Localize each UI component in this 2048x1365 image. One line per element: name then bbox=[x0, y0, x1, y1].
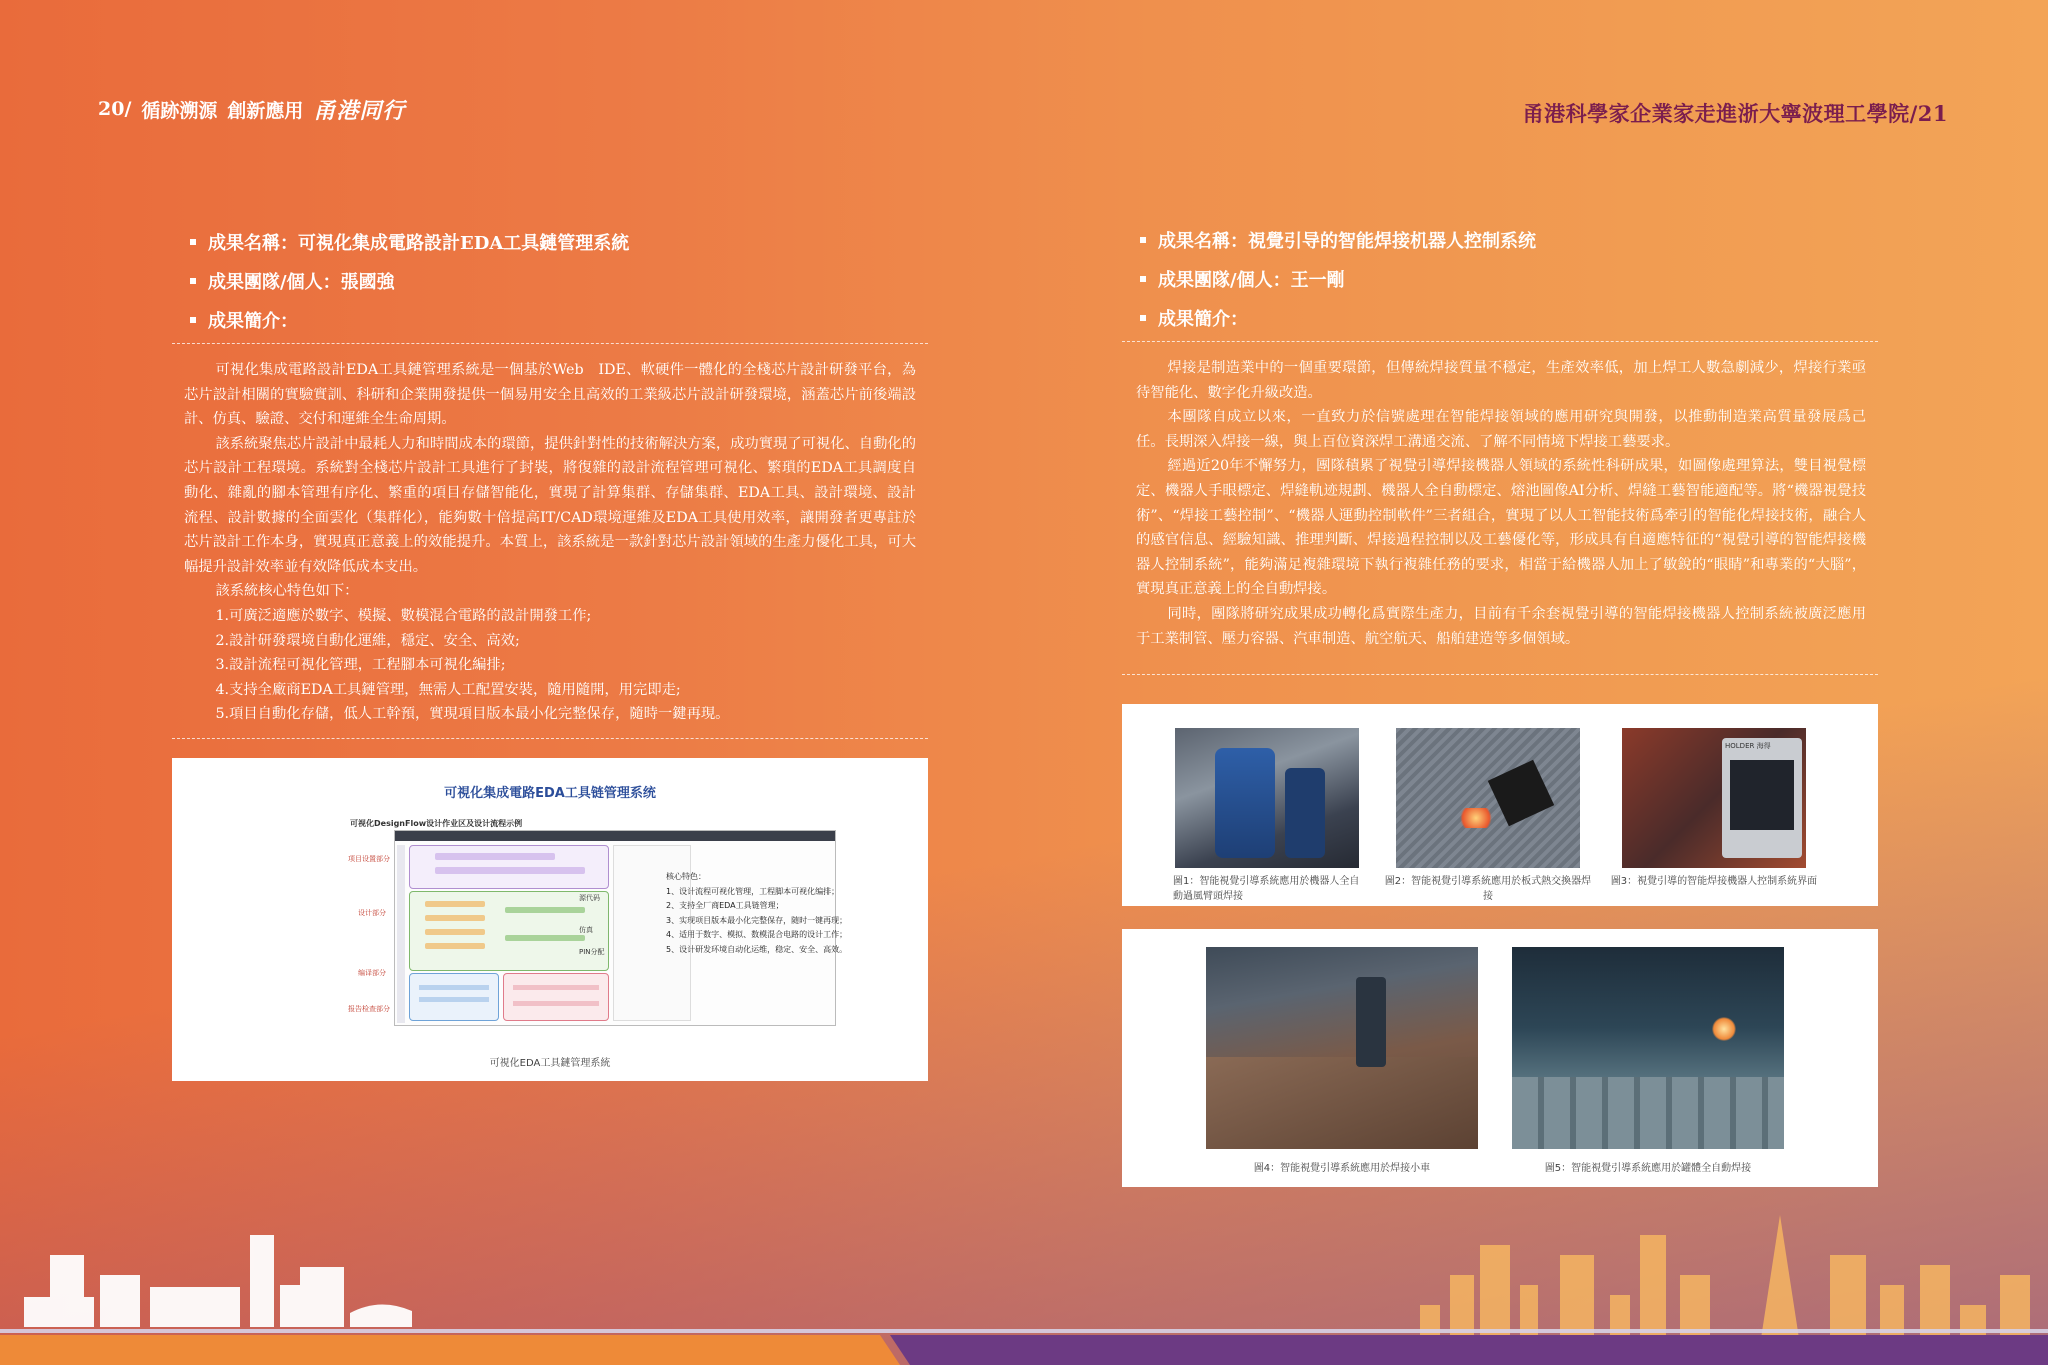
robot-arm-shape bbox=[1215, 748, 1275, 858]
feature-item: 4.支持全廠商EDA工具鏈管理，無需人工配置安裝，隨用隨開，用完即走; bbox=[215, 681, 681, 698]
meta-row bbox=[190, 261, 930, 300]
meta-label: 成果名稱： bbox=[1158, 230, 1248, 252]
paragraph: 焊接是制造業中的一個重要環節，但傳統焊接質量不穩定，生產效率低，加上焊工人數急劇減少，焊接行業亟待智能化、數字化升級改造。 bbox=[1136, 360, 1866, 401]
meta-row bbox=[1140, 298, 1880, 337]
decorative-skyline bbox=[0, 1215, 2048, 1365]
photo-caption: 圖5：智能視覺引導系統應用於罐體全自動焊接 bbox=[1544, 1163, 1752, 1174]
bullet-square bbox=[190, 317, 196, 323]
photo-caption: 圖4：智能視覺引導系統應用於焊接小車 bbox=[1253, 1163, 1431, 1174]
brand-logo-text: 甬港同行 bbox=[313, 97, 406, 124]
flow-node bbox=[425, 915, 485, 921]
side-tag: 设计部分 bbox=[358, 909, 386, 917]
meta-row bbox=[1140, 220, 1880, 259]
flow-node bbox=[505, 907, 585, 913]
meta-label: 成果團隊/個人： bbox=[208, 271, 341, 293]
carriage-shape bbox=[1356, 977, 1386, 1067]
photo-tank-welding bbox=[1512, 947, 1784, 1149]
feature-line: 1、设计流程可视化管理，工程脚本可视化编排； bbox=[666, 886, 840, 896]
region-report bbox=[503, 973, 609, 1021]
flow-node bbox=[505, 935, 585, 941]
meta-value: 視覺引导的智能焊接机器人控制系统 bbox=[1248, 230, 1536, 252]
features-title: 核心特色： bbox=[666, 872, 706, 881]
divider bbox=[172, 343, 928, 344]
meta-label: 成果簡介： bbox=[1158, 308, 1248, 330]
feature-line: 3、实现项目版本最小化完整保存，随时一键再现； bbox=[666, 915, 848, 925]
left-skyline-icon bbox=[24, 1235, 412, 1327]
control-panel-shape bbox=[1722, 738, 1802, 858]
sensor-head-shape bbox=[1488, 760, 1554, 826]
meta-row bbox=[1140, 259, 1880, 298]
photo-box-bottom bbox=[1122, 929, 1878, 1187]
paragraph: 該系統聚焦芯片設計中最耗人力和時間成本的環節，提供針對性的技術解決方案，成功實現了可視化、自動化的芯片設計工程環境。系統對全棧芯片設計工具進行了封裝，將復雜的設計流程管理可視化、繁瑣的EDA工具調度自動化、雜亂的腳本管理有序化、繁重的項目存儲智能化，實現了計算集群、存儲集群、EDA工具、設計環境、設計流程、設計數據的全面雲化（集群化），能夠數十倍提高IT/CAD環境運維及EDA工具使用效率，讓開發者更專註於芯片設計工作本身，實現真正意義上的效能提升。本質上，該系統是一款針對芯片設計領域的生產力優化工具，可大幅提升設計效率並有效降低成本支出。 bbox=[184, 435, 916, 575]
photo-robot-welding bbox=[1175, 728, 1359, 868]
figure-caption: 可視化EDA工具鏈管理系統 bbox=[489, 1058, 611, 1069]
inner-tag: 仿真 bbox=[579, 926, 593, 934]
feature-item: 5.項目自動化存儲，低人工幹預，實現項目版本最小化完整保存，隨時一鍵再現。 bbox=[215, 706, 730, 723]
screenshot-sidebar bbox=[397, 845, 405, 1023]
paragraph: 經過近20年不懈努力，團隊積累了視覺引導焊接機器人領域的系統性科研成果，如圖像處理算法，雙目視覺標定、機器人手眼標定、焊縫軌迹規劃、機器人全自動標定、熔池圖像AI分析、焊縫工藝智能適配等。將“機器視覺技術”、“焊接工藝控制”、“機器人運動控制軟件”三者組合，實現了以人工智能技術爲牽引的智能化焊接技術，融合人的感官信息、經驗知識、推理判斷、焊接過程控制以及工藝優化等，形成具有自適應特征的“視覺引導的智能焊接機器人控制系統”，能夠滿足複雜環境下執行複雜任務的要求，相當于給機器人加上了敏銳的“眼睛”和專業的“大腦”，實現真正意義上的全自動焊接。 bbox=[1136, 458, 1866, 598]
paragraph: 同時，團隊將研究成果成功轉化爲實際生產力，目前有千余套視覺引導的智能焊接機器人控制系統被廣泛應用于工業制管、壓力容器、汽車制造、航空航天、船舶建造等多個領域。 bbox=[1136, 605, 1866, 647]
side-tag: 报告检查部分 bbox=[348, 1005, 390, 1013]
right-skyline-icon bbox=[1420, 1215, 2030, 1345]
feature-item: 3.設計流程可視化管理，工程腳本可視化編排; bbox=[215, 657, 506, 674]
side-tag: 编译部分 bbox=[358, 969, 386, 977]
divider bbox=[1122, 341, 1878, 342]
flow-node bbox=[513, 1001, 599, 1006]
weld-spark-shape bbox=[1456, 808, 1496, 828]
meta-label: 成果簡介： bbox=[208, 310, 298, 332]
footer-band-left bbox=[0, 1335, 900, 1365]
inner-tag: 源代码 bbox=[579, 894, 600, 902]
figure-subtitle: 可视化DesignFlow设计作业区及设计流程示例 bbox=[350, 819, 523, 828]
steel-plate-shape bbox=[1206, 1057, 1478, 1149]
divider bbox=[172, 738, 928, 739]
meta-value: 張國強 bbox=[340, 271, 395, 293]
header-right bbox=[1523, 98, 1948, 128]
meta-label: 成果團隊/個人： bbox=[1158, 269, 1291, 291]
photo-welding-carriage bbox=[1206, 947, 1478, 1149]
bullet-square bbox=[190, 278, 196, 284]
side-tag: 项目设置部分 bbox=[348, 855, 390, 863]
header-left bbox=[98, 92, 405, 126]
meta-row bbox=[190, 300, 930, 339]
left-meta bbox=[190, 222, 930, 339]
divider bbox=[1122, 674, 1878, 675]
flow-node bbox=[419, 997, 489, 1002]
flow-node bbox=[419, 985, 489, 990]
footer-band-right bbox=[890, 1335, 2048, 1365]
slogan-1: 循跡溯源 bbox=[141, 99, 218, 122]
feature-line: 5、设计研发环境自动化运维，稳定、安全、高效。 bbox=[666, 944, 848, 954]
paragraph: 可視化集成電路設計EDA工具鏈管理系統是一個基於Web IDE、軟硬件一體化的全棧芯片設計研發平台，為芯片設計相關的實驗實訓、科研和企業開發提供一個易用安全且高效的工業級芯片設計研發環境，涵蓋芯片前後端設計、仿真、驗證、交付和運維全生命周期。 bbox=[184, 362, 916, 428]
paragraph: 本團隊自成立以來，一直致力於信號處理在智能焊接領域的應用研究與開發，以推動制造業高質量發展爲己任。長期深入焊接一線，與上百位資深焊工溝通交流、了解不同情境下焊接工藝要求。 bbox=[1136, 409, 1866, 450]
meta-value: 王一剛 bbox=[1290, 269, 1345, 291]
photo-caption: 圖2：智能視覺引導系統應用於板式熱交換器焊接 bbox=[1384, 876, 1592, 902]
bullet-square bbox=[1140, 315, 1146, 321]
meta-row bbox=[190, 222, 930, 261]
photo-caption: 圖1：智能視覺引導系統應用於機器人全自動過風臂頭焊接 bbox=[1173, 876, 1360, 902]
photo-caption: 圖3：視覺引導的智能焊接機器人控制系統界面 bbox=[1610, 876, 1818, 887]
inner-tag: PIN分配 bbox=[579, 948, 605, 956]
skyline-ground-line bbox=[0, 1329, 2048, 1333]
flow-node bbox=[425, 901, 485, 907]
left-body bbox=[184, 358, 916, 727]
control-screen bbox=[1730, 760, 1794, 830]
flow-node bbox=[435, 867, 585, 874]
robot-arm-shape bbox=[1285, 768, 1325, 858]
bullet-square bbox=[1140, 237, 1146, 243]
feature-item: 1.可廣泛適應於數字、模擬、數模混合電路的設計開發工作; bbox=[215, 607, 592, 624]
weld-spark-shape bbox=[1712, 1017, 1736, 1041]
meta-label: 成果名稱： bbox=[208, 232, 298, 254]
bullet-square bbox=[1140, 276, 1146, 282]
feature-line: 2、支持全厂商EDA工具链管理； bbox=[666, 901, 784, 910]
photo-box-top bbox=[1122, 704, 1878, 906]
flow-node bbox=[435, 853, 555, 860]
photo-control-interface bbox=[1622, 728, 1806, 868]
screenshot-titlebar bbox=[395, 831, 835, 841]
eda-figure bbox=[172, 758, 928, 1081]
flow-node bbox=[513, 985, 599, 990]
feature-item: 2.設計研發環境自動化運維，穩定、安全、高效; bbox=[215, 632, 520, 649]
feature-line: 4、适用于数字、模拟、数模混合电路的设计工作； bbox=[666, 930, 848, 939]
meta-value: 可視化集成電路設計EDA工具鏈管理系統 bbox=[298, 232, 630, 254]
right-body bbox=[1136, 356, 1866, 651]
paragraph: 該系統核心特色如下： bbox=[215, 583, 359, 600]
figure-features bbox=[666, 870, 876, 957]
flow-node bbox=[425, 929, 485, 935]
slogan-2: 創新應用 bbox=[227, 99, 304, 122]
page-number-left: 20/ bbox=[98, 98, 132, 120]
screen-brand: HOLDER 海得 bbox=[1725, 742, 1771, 750]
header-right-title: 甬港科學家企業家走進浙大寧波理工學院 bbox=[1522, 101, 1910, 126]
photo-plate-welding bbox=[1396, 728, 1580, 868]
flow-node bbox=[425, 943, 485, 949]
bullet-square bbox=[190, 239, 196, 245]
right-meta bbox=[1140, 220, 1880, 337]
figure-title: 可視化集成電路EDA工具链管理系统 bbox=[444, 786, 656, 801]
pipes-shape bbox=[1512, 1077, 1784, 1149]
page-number-right: /21 bbox=[1909, 101, 1948, 126]
